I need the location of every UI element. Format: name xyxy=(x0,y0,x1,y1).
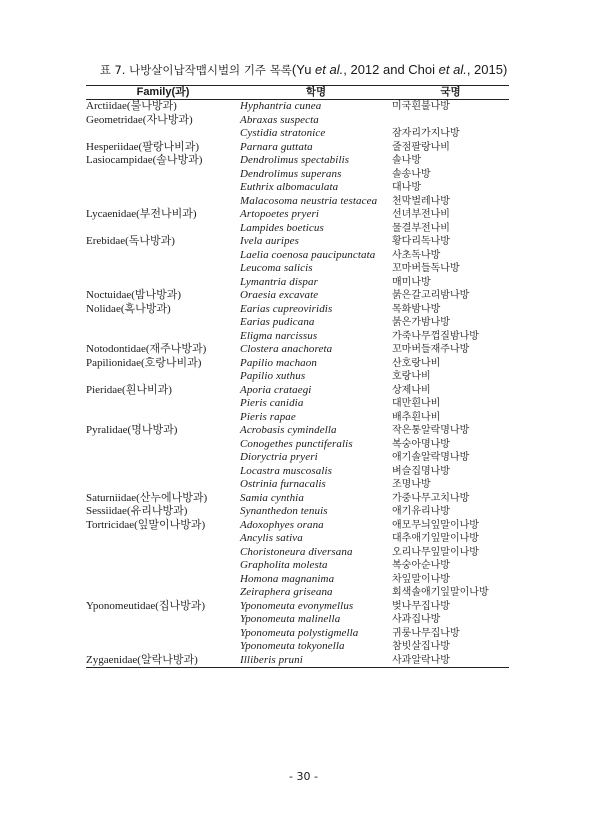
cell-scientific-name: Homona magnanima xyxy=(240,572,335,585)
cell-family xyxy=(86,613,240,627)
cell-korean-name: 참빗살집나방 xyxy=(392,641,450,652)
cell-korean-name: 선녀부전나비 xyxy=(392,209,450,220)
cell-family xyxy=(86,181,240,195)
cell-korean-name: 벚나무집나방 xyxy=(392,600,450,612)
cell-korean-name: 황다리독나방 xyxy=(392,236,450,247)
caption-prefix: 표 7. 나방살이납작맵시벌의 기주 목록 xyxy=(99,63,292,77)
cell-family: Yponomeutidae(집나방과) xyxy=(86,599,206,612)
cell-korean-name: 물결부전나비 xyxy=(392,222,450,234)
cell-korean-name: 작은통알락명나방 xyxy=(392,425,470,436)
cell-family xyxy=(86,330,240,344)
cell-korean-name: 차잎말이나방 xyxy=(392,573,450,585)
cell-family xyxy=(86,532,240,546)
cell-scientific-name: Locastra muscosalis xyxy=(240,464,333,477)
cell-scientific-name: Earias pudicana xyxy=(240,316,315,328)
cell-family xyxy=(86,222,240,236)
cell-korean-name: 붉은갈고리밤나방 xyxy=(392,290,470,301)
cell-scientific-name: Dioryctria pryeri xyxy=(240,451,318,463)
table-row xyxy=(86,114,509,128)
cell-scientific-name: Parnara guttata xyxy=(240,140,313,153)
cell-scientific-name: Dendrolimus spectabilis xyxy=(240,154,350,166)
table-row xyxy=(86,249,509,263)
cell-family: Sessiidae(유리나방과) xyxy=(86,505,188,517)
cell-family xyxy=(86,262,240,276)
table-row xyxy=(86,505,509,519)
table-row xyxy=(86,370,509,384)
cell-scientific-name: Clostera anachoreta xyxy=(240,343,333,355)
cell-scientific-name: Papilio machaon xyxy=(240,356,317,369)
cell-scientific-name: Ivela auripes xyxy=(240,235,300,247)
table-row xyxy=(86,600,509,614)
cell-scientific-name: Oraesia excavate xyxy=(240,289,319,301)
cell-family xyxy=(86,478,240,492)
table-row xyxy=(86,127,509,141)
table-row xyxy=(86,640,509,654)
cell-korean-name: 대추애기잎말이나방 xyxy=(392,533,479,544)
cell-family xyxy=(86,411,240,425)
cell-scientific-name: Euthrix albomaculata xyxy=(240,181,339,193)
table-row xyxy=(86,303,509,317)
cell-family xyxy=(86,370,240,384)
cell-korean-name: 솔나방 xyxy=(392,155,421,166)
cell-scientific-name: Zeiraphera griseana xyxy=(240,586,333,598)
cell-family xyxy=(86,316,240,330)
cell-korean-name: 벼슬집명나방 xyxy=(392,465,450,477)
cell-scientific-name: Yponomeuta polystigmella xyxy=(240,626,359,639)
cell-scientific-name: Lymantria dispar xyxy=(240,275,318,288)
cell-family xyxy=(86,465,240,479)
cell-scientific-name: Dendrolimus superans xyxy=(240,167,342,180)
cell-korean-name: 사초독나방 xyxy=(392,249,441,261)
cell-family xyxy=(86,168,240,182)
cell-scientific-name: Leucoma salicis xyxy=(240,262,313,274)
table-row xyxy=(86,411,509,425)
cell-family: Noctuidae(밤나방과) xyxy=(86,289,182,301)
cell-korean-name xyxy=(392,114,509,128)
cell-family: Geometridae(자나방과) xyxy=(86,113,193,126)
table-row xyxy=(86,586,509,600)
table-row xyxy=(86,195,509,209)
table-row xyxy=(86,154,509,168)
cell-scientific-name: Ostrinia furnacalis xyxy=(240,478,326,490)
cell-korean-name: 잠자리가지나방 xyxy=(392,128,460,139)
table-row xyxy=(86,424,509,438)
cell-scientific-name: Hyphantria cunea xyxy=(240,100,322,112)
cell-korean-name: 귀룽나무집나방 xyxy=(392,627,460,639)
table-row xyxy=(86,276,509,290)
cell-scientific-name: Conogethes punctiferalis xyxy=(240,437,353,450)
cell-family: Pieridae(흰나비과) xyxy=(86,383,172,396)
table-header-row xyxy=(86,86,509,100)
table-row xyxy=(86,451,509,465)
table-row xyxy=(86,141,509,155)
page-number: - 30 - xyxy=(289,770,318,783)
table-row xyxy=(86,316,509,330)
table-row xyxy=(86,559,509,573)
cell-korean-name: 오리나무잎말이나방 xyxy=(392,546,479,558)
cell-family: Nolidae(혹나방과) xyxy=(86,302,171,315)
cell-korean-name: 붉은가밤나방 xyxy=(392,317,450,328)
cell-korean-name: 대나방 xyxy=(392,182,421,193)
cell-family: Tortricidae(잎말이나방과) xyxy=(86,518,206,531)
cell-scientific-name: Yponomeuta malinella xyxy=(240,613,341,625)
cell-korean-name: 상제나비 xyxy=(392,384,431,396)
table-row xyxy=(86,357,509,371)
cell-korean-name: 꼬마버들재주나방 xyxy=(392,344,470,355)
table-row xyxy=(86,168,509,182)
cell-scientific-name: Artopoetes pryeri xyxy=(240,208,319,220)
table-body xyxy=(86,100,509,667)
host-list-table xyxy=(86,85,509,668)
table-row xyxy=(86,262,509,276)
table-row xyxy=(86,208,509,222)
cell-scientific-name: Ancylis sativa xyxy=(240,532,303,544)
table-row xyxy=(86,478,509,492)
table-row xyxy=(86,100,509,114)
cell-scientific-name: Eligma narcissus xyxy=(240,329,318,342)
table-row xyxy=(86,613,509,627)
cell-korean-name: 천막벌레나방 xyxy=(392,195,450,207)
cell-scientific-name: Yponomeuta tokyonella xyxy=(240,640,345,652)
table-row xyxy=(86,573,509,587)
cell-family: Zygaenidae(알락나방과) xyxy=(86,653,198,666)
cell-family xyxy=(86,249,240,263)
cell-family xyxy=(86,586,240,600)
cell-family: Saturniidae(산누에나방과) xyxy=(86,491,208,504)
cell-scientific-name: Choristoneura diversana xyxy=(240,545,353,558)
cell-family xyxy=(86,438,240,452)
cell-scientific-name: Pieris rapae xyxy=(240,410,296,423)
table-row xyxy=(86,627,509,641)
cell-scientific-name: Synanthedon tenuis xyxy=(240,505,328,517)
cell-korean-name: 대만흰나비 xyxy=(392,398,441,409)
cell-korean-name: 애기유리나방 xyxy=(392,506,450,517)
cell-korean-name: 애모무늬잎말이나방 xyxy=(392,519,479,531)
cell-family: Papilionidae(호랑나비과) xyxy=(86,356,202,369)
header-family: Family(과) xyxy=(136,86,190,98)
cell-korean-name: 조명나방 xyxy=(392,479,431,490)
table-row xyxy=(86,330,509,344)
cell-family: Notodontidae(재주나방과) xyxy=(86,343,207,355)
table-caption xyxy=(0,62,607,78)
cell-family xyxy=(86,573,240,587)
cell-korean-name: 복숭아순나방 xyxy=(392,560,450,571)
table-row xyxy=(86,532,509,546)
header-scientific-name: 학명 xyxy=(305,86,327,98)
cell-scientific-name: Yponomeuta evonymellus xyxy=(240,599,354,612)
table-row xyxy=(86,222,509,236)
cell-korean-name: 배추흰나비 xyxy=(392,411,441,423)
cell-family xyxy=(86,627,240,641)
table-row xyxy=(86,289,509,303)
cell-korean-name: 솔송나방 xyxy=(392,168,431,180)
table-row xyxy=(86,397,509,411)
cell-scientific-name: Lampides boeticus xyxy=(240,221,324,234)
cell-scientific-name: Aporia crataegi xyxy=(240,383,312,396)
cell-family xyxy=(86,397,240,411)
cell-family: Hesperiidae(팔랑나비과) xyxy=(86,140,199,153)
cell-family xyxy=(86,546,240,560)
cell-family: Erebidae(독나방과) xyxy=(86,235,175,247)
cell-korean-name: 줄점팔랑나비 xyxy=(392,141,450,153)
caption-citation: (Yu et al., 2012 and Choi et al., 2015) xyxy=(291,62,508,77)
table-row xyxy=(86,384,509,398)
cell-family: Arctiidae(불나방과) xyxy=(86,100,177,112)
cell-korean-name: 애기솔알락명나방 xyxy=(392,452,470,463)
cell-family xyxy=(86,451,240,465)
cell-scientific-name: Laelia coenosa paucipunctata xyxy=(240,248,376,261)
table-row xyxy=(86,343,509,357)
cell-korean-name: 미국흰불나방 xyxy=(392,101,450,112)
cell-korean-name: 사과알락나방 xyxy=(392,654,450,666)
table-row xyxy=(86,181,509,195)
cell-korean-name: 목화밤나방 xyxy=(392,303,441,315)
cell-scientific-name: Malacosoma neustria testacea xyxy=(240,194,378,207)
cell-family xyxy=(86,559,240,573)
cell-korean-name: 사과집나방 xyxy=(392,614,441,625)
cell-family: Lasiocampidae(솔나방과) xyxy=(86,154,203,166)
cell-scientific-name: Samia cynthia xyxy=(240,491,304,504)
cell-korean-name: 매미나방 xyxy=(392,276,431,288)
table-row xyxy=(86,519,509,533)
table-row xyxy=(86,465,509,479)
header-korean-name: 국명 xyxy=(440,86,461,98)
cell-korean-name: 가중나무고치나방 xyxy=(392,492,470,504)
cell-korean-name: 회색솔애기잎말이나방 xyxy=(392,587,489,598)
cell-scientific-name: Abraxas suspecta xyxy=(240,113,319,126)
table-row xyxy=(86,492,509,506)
cell-scientific-name: Pieris canidia xyxy=(240,397,304,409)
table-row xyxy=(86,654,509,668)
cell-scientific-name: Grapholita molesta xyxy=(240,559,328,571)
cell-scientific-name: Papilio xuthus xyxy=(240,370,306,382)
table-row xyxy=(86,438,509,452)
cell-scientific-name: Cystidia stratonice xyxy=(240,127,326,139)
cell-korean-name: 가죽나무껍질밤나방 xyxy=(392,330,479,342)
cell-family xyxy=(86,195,240,209)
cell-scientific-name: Acrobasis cymindella xyxy=(240,424,337,436)
cell-scientific-name: Adoxophyes orana xyxy=(240,518,324,531)
cell-scientific-name: Earias cupreoviridis xyxy=(240,302,333,315)
cell-korean-name: 꼬마버들독나방 xyxy=(392,263,460,274)
cell-family: Lycaenidae(부전나비과) xyxy=(86,208,197,220)
cell-family xyxy=(86,127,240,141)
cell-scientific-name: Illiberis pruni xyxy=(240,653,303,666)
table-row xyxy=(86,235,509,249)
table-row xyxy=(86,546,509,560)
cell-family xyxy=(86,640,240,654)
cell-korean-name: 복숭아명나방 xyxy=(392,438,450,450)
cell-family xyxy=(86,276,240,290)
cell-korean-name: 산호랑나비 xyxy=(392,357,441,369)
cell-family: Pyralidae(명나방과) xyxy=(86,424,178,436)
cell-korean-name: 호랑나비 xyxy=(392,371,431,382)
